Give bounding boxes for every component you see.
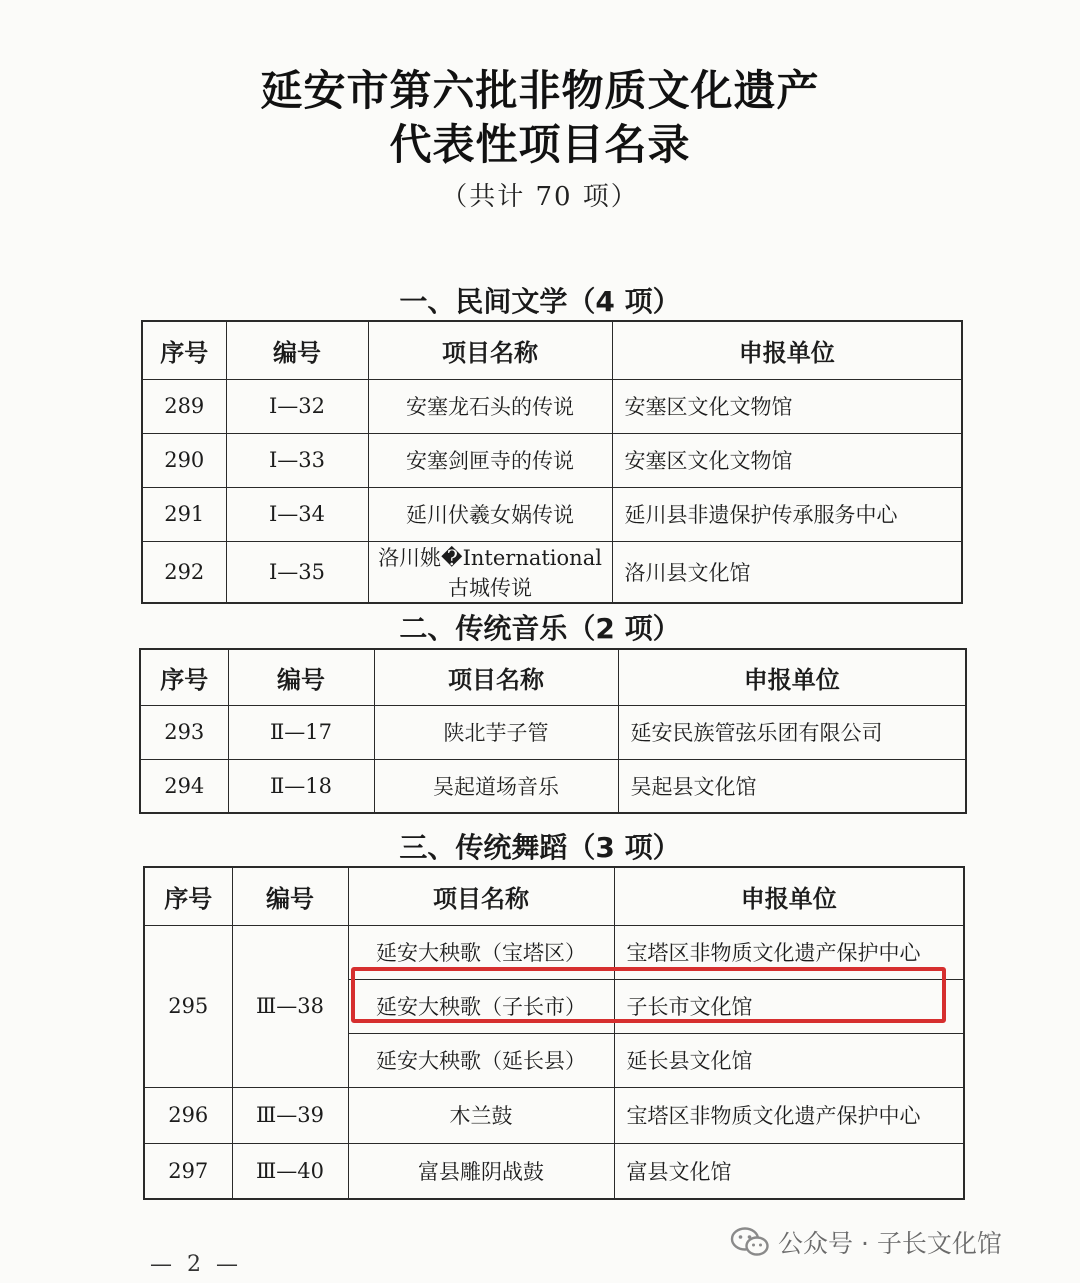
cell-unit: 吴起县文化馆	[618, 759, 966, 813]
table-row	[144, 1143, 964, 1199]
table-row	[144, 1087, 964, 1143]
cell-name: 富县雕阴战鼓	[348, 1143, 614, 1199]
cell-name: 洛川姚�International古城传说	[368, 541, 612, 603]
wechat-icon	[730, 1226, 770, 1258]
table-row	[140, 705, 966, 759]
cell-unit: 安塞区文化文物馆	[612, 433, 962, 487]
red-highlight-box	[351, 967, 946, 1023]
cell-unit: 延长县文化馆	[614, 1033, 964, 1087]
header-unit: 申报单位	[618, 649, 966, 705]
table-row	[142, 541, 962, 603]
cell-code: Ⅱ—17	[228, 705, 374, 759]
document-subtitle: （共计 70 项）	[441, 182, 639, 212]
table-header-row	[144, 867, 964, 925]
table-row	[140, 759, 966, 813]
section-heading-traditional-dance: 三、传统舞蹈（3 项）	[399, 831, 681, 864]
cell-name: 延安大秧歌（延长县）	[348, 1033, 614, 1087]
cell-name: 吴起道场音乐	[374, 759, 618, 813]
cell-seq: 291	[142, 487, 226, 541]
header-name: 项目名称	[374, 649, 618, 705]
header-code: 编号	[232, 867, 348, 925]
cell-name: 木兰鼓	[348, 1087, 614, 1143]
cell-seq: 297	[144, 1143, 232, 1199]
header-code: 编号	[228, 649, 374, 705]
cell-seq: 294	[140, 759, 228, 813]
title-line-1: 延安市第六批非物质文化遗产	[260, 66, 820, 115]
cell-seq: 289	[142, 379, 226, 433]
table-folk-literature	[141, 320, 963, 604]
header-unit: 申报单位	[614, 867, 964, 925]
page-number: — 2 —	[150, 1252, 242, 1277]
cell-seq: 292	[142, 541, 226, 603]
cell-code: Ⅰ—32	[226, 379, 368, 433]
title-line-2: 代表性项目名录	[389, 120, 691, 169]
cell-code: Ⅲ—40	[232, 1143, 348, 1199]
cell-code: Ⅱ—18	[228, 759, 374, 813]
cell-name: 延安大秧歌（子长市）	[348, 979, 614, 1033]
table-header-row	[142, 321, 962, 379]
cell-unit: 子长市文化馆	[614, 979, 964, 1033]
cell-seq: 290	[142, 433, 226, 487]
table-row	[142, 433, 962, 487]
cell-code: Ⅰ—35	[226, 541, 368, 603]
watermark	[730, 1222, 1002, 1262]
cell-seq: 296	[144, 1087, 232, 1143]
table-traditional-music	[139, 648, 967, 814]
watermark-text: 公众号 · 子长文化馆	[778, 1229, 1002, 1258]
cell-code: Ⅰ—34	[226, 487, 368, 541]
cell-seq: 293	[140, 705, 228, 759]
cell-unit: 延安民族管弦乐团有限公司	[618, 705, 966, 759]
section-heading-traditional-music: 二、传统音乐（2 项）	[399, 612, 681, 645]
table-header-row	[140, 649, 966, 705]
cell-code: Ⅰ—33	[226, 433, 368, 487]
header-seq: 序号	[142, 321, 226, 379]
cell-unit: 延川县非遗保护传承服务中心	[612, 487, 962, 541]
section-heading-folk-literature: 一、民间文学（4 项）	[399, 285, 681, 318]
table-row	[142, 487, 962, 541]
header-name: 项目名称	[348, 867, 614, 925]
cell-unit: 宝塔区非物质文化遗产保护中心	[614, 1087, 964, 1143]
header-code: 编号	[226, 321, 368, 379]
cell-name: 陕北芋子管	[374, 705, 618, 759]
header-seq: 序号	[140, 649, 228, 705]
cell-code: Ⅲ—39	[232, 1087, 348, 1143]
cell-name: 延安大秧歌（宝塔区）	[348, 925, 614, 979]
cell-unit: 洛川县文化馆	[612, 541, 962, 603]
cell-seq: 295	[144, 925, 232, 1087]
header-name: 项目名称	[368, 321, 612, 379]
cell-unit: 宝塔区非物质文化遗产保护中心	[614, 925, 964, 979]
header-seq: 序号	[144, 867, 232, 925]
table-traditional-dance	[143, 866, 965, 1200]
cell-name: 安塞剑匣寺的传说	[368, 433, 612, 487]
cell-unit: 安塞区文化文物馆	[612, 379, 962, 433]
cell-code: Ⅲ—38	[232, 925, 348, 1087]
cell-name: 延川伏羲女娲传说	[368, 487, 612, 541]
cell-name: 安塞龙石头的传说	[368, 379, 612, 433]
header-unit: 申报单位	[612, 321, 962, 379]
cell-unit: 富县文化馆	[614, 1143, 964, 1199]
table-row	[142, 379, 962, 433]
